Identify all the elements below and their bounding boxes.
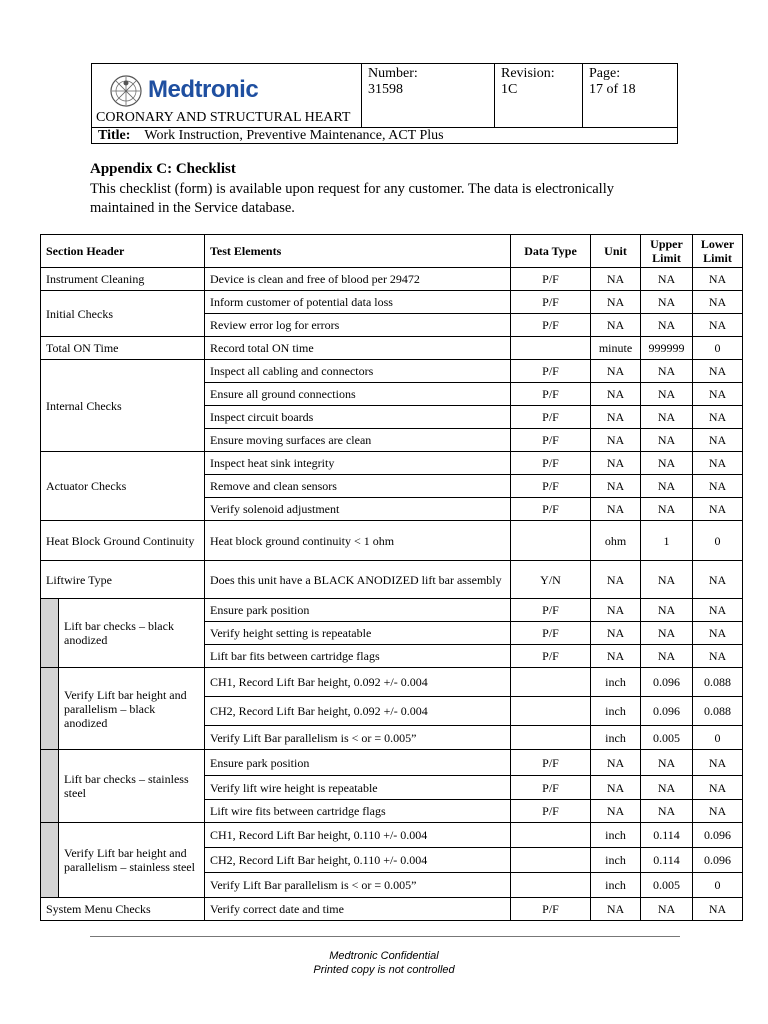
lower-limit: NA bbox=[693, 561, 743, 599]
data-type bbox=[511, 726, 591, 750]
upper-limit: NA bbox=[641, 383, 693, 406]
test-element: Remove and clean sensors bbox=[205, 475, 511, 498]
unit: ohm bbox=[591, 521, 641, 561]
upper-limit: NA bbox=[641, 314, 693, 337]
lower-limit: 0 bbox=[693, 873, 743, 898]
revision-label: Revision: bbox=[501, 66, 555, 81]
upper-limit: NA bbox=[641, 750, 693, 776]
data-type: P/F bbox=[511, 360, 591, 383]
test-element: Verify Lift Bar parallelism is < or = 0.005” bbox=[205, 873, 511, 898]
upper-limit: NA bbox=[641, 291, 693, 314]
logo-cell bbox=[92, 64, 362, 127]
title-row bbox=[92, 127, 677, 143]
lower-limit: NA bbox=[693, 800, 743, 823]
data-type bbox=[511, 668, 591, 697]
logo-wordmark: Medtronic bbox=[148, 76, 259, 103]
upper-limit: NA bbox=[641, 406, 693, 429]
data-type: P/F bbox=[511, 800, 591, 823]
test-element: Verify Lift Bar parallelism is < or = 0.005” bbox=[205, 726, 511, 750]
unit: NA bbox=[591, 406, 641, 429]
lower-limit: NA bbox=[693, 645, 743, 668]
table-row bbox=[41, 898, 743, 921]
unit: NA bbox=[591, 498, 641, 521]
test-element: Inspect heat sink integrity bbox=[205, 452, 511, 475]
medtronic-logo-icon bbox=[108, 74, 144, 108]
section-initial-checks: Initial Checks bbox=[41, 291, 205, 337]
upper-limit: 0.005 bbox=[641, 873, 693, 898]
indent-bar bbox=[41, 599, 59, 668]
section-total-on-time: Total ON Time bbox=[41, 337, 205, 360]
test-element: Verify lift wire height is repeatable bbox=[205, 776, 511, 800]
test-element: Inspect all cabling and connectors bbox=[205, 360, 511, 383]
header-test-elements: Test Elements bbox=[205, 235, 511, 268]
table-row bbox=[41, 337, 743, 360]
title-value: Work Instruction, Preventive Maintenance, ACT Plus bbox=[144, 128, 444, 143]
header-upper-limit: Upper Limit bbox=[641, 235, 693, 268]
upper-limit: NA bbox=[641, 800, 693, 823]
upper-limit: NA bbox=[641, 599, 693, 622]
lower-limit: 0.096 bbox=[693, 823, 743, 848]
test-element: Ensure park position bbox=[205, 750, 511, 776]
section-lift-black: Lift bar checks – black anodized bbox=[59, 599, 205, 668]
unit: NA bbox=[591, 452, 641, 475]
upper-limit: NA bbox=[641, 622, 693, 645]
unit: NA bbox=[591, 561, 641, 599]
test-element: Device is clean and free of blood per 29472 bbox=[205, 268, 511, 291]
test-element: Inspect circuit boards bbox=[205, 406, 511, 429]
upper-limit: NA bbox=[641, 898, 693, 921]
upper-limit: NA bbox=[641, 360, 693, 383]
unit: inch bbox=[591, 726, 641, 750]
test-element: CH1, Record Lift Bar height, 0.092 +/- 0.004 bbox=[205, 668, 511, 697]
data-type: P/F bbox=[511, 776, 591, 800]
data-type: P/F bbox=[511, 383, 591, 406]
data-type: P/F bbox=[511, 622, 591, 645]
data-type bbox=[511, 697, 591, 726]
page-label: Page: bbox=[589, 66, 621, 81]
lower-limit: NA bbox=[693, 898, 743, 921]
unit: NA bbox=[591, 645, 641, 668]
section-verify-black: Verify Lift bar height and parallelism – black anodized bbox=[59, 668, 205, 750]
data-type: P/F bbox=[511, 429, 591, 452]
lower-limit: NA bbox=[693, 406, 743, 429]
header-data-type: Data Type bbox=[511, 235, 591, 268]
upper-limit: 0.096 bbox=[641, 668, 693, 697]
test-element: Inform customer of potential data loss bbox=[205, 291, 511, 314]
test-element: Lift bar fits between cartridge flags bbox=[205, 645, 511, 668]
unit: NA bbox=[591, 360, 641, 383]
footer-not-controlled: Printed copy is not controlled bbox=[313, 964, 455, 976]
unit: NA bbox=[591, 622, 641, 645]
footer-divider bbox=[90, 936, 680, 937]
lower-limit: NA bbox=[693, 360, 743, 383]
data-type: Y/N bbox=[511, 561, 591, 599]
unit: inch bbox=[591, 697, 641, 726]
table-row bbox=[41, 521, 743, 561]
unit: inch bbox=[591, 873, 641, 898]
unit: inch bbox=[591, 668, 641, 697]
unit: NA bbox=[591, 429, 641, 452]
test-element: Verify correct date and time bbox=[205, 898, 511, 921]
upper-limit: NA bbox=[641, 452, 693, 475]
data-type: P/F bbox=[511, 898, 591, 921]
upper-limit: 0.114 bbox=[641, 823, 693, 848]
test-element: Does this unit have a BLACK ANODIZED lift bar assembly bbox=[205, 561, 511, 599]
unit: NA bbox=[591, 750, 641, 776]
test-element: Ensure all ground connections bbox=[205, 383, 511, 406]
unit: minute bbox=[591, 337, 641, 360]
lower-limit: NA bbox=[693, 776, 743, 800]
page-value: 17 of 18 bbox=[589, 82, 636, 97]
upper-limit: NA bbox=[641, 561, 693, 599]
lower-limit: NA bbox=[693, 383, 743, 406]
upper-limit: NA bbox=[641, 498, 693, 521]
test-element: Lift wire fits between cartridge flags bbox=[205, 800, 511, 823]
page-cell bbox=[583, 64, 677, 127]
header-section: Section Header bbox=[41, 235, 205, 268]
indent-bar bbox=[41, 668, 59, 750]
lower-limit: 0 bbox=[693, 726, 743, 750]
division-name: CORONARY AND STRUCTURAL HEART bbox=[96, 110, 351, 125]
upper-limit: 0.005 bbox=[641, 726, 693, 750]
revision-value: 1C bbox=[501, 82, 518, 97]
table-row bbox=[41, 291, 743, 314]
section-heat-block: Heat Block Ground Continuity bbox=[41, 521, 205, 561]
data-type: P/F bbox=[511, 475, 591, 498]
unit: NA bbox=[591, 599, 641, 622]
data-type: P/F bbox=[511, 750, 591, 776]
appendix-heading: Appendix C: Checklist bbox=[90, 161, 236, 177]
upper-limit: 0.114 bbox=[641, 848, 693, 873]
lower-limit: NA bbox=[693, 498, 743, 521]
table-row bbox=[41, 268, 743, 291]
upper-limit: NA bbox=[641, 645, 693, 668]
upper-limit: NA bbox=[641, 776, 693, 800]
number-value: 31598 bbox=[368, 82, 403, 97]
test-element: Ensure park position bbox=[205, 599, 511, 622]
data-type bbox=[511, 521, 591, 561]
test-element: Verify solenoid adjustment bbox=[205, 498, 511, 521]
section-actuator-checks: Actuator Checks bbox=[41, 452, 205, 521]
number-cell bbox=[362, 64, 495, 127]
footer-confidential: Medtronic Confidential bbox=[329, 950, 439, 962]
lower-limit: NA bbox=[693, 291, 743, 314]
appendix-intro: This checklist (form) is available upon request for any customer. The data is electronically maintained in the Service database. bbox=[90, 181, 614, 216]
lower-limit: NA bbox=[693, 429, 743, 452]
unit: NA bbox=[591, 268, 641, 291]
table-row bbox=[41, 668, 743, 697]
upper-limit: NA bbox=[641, 475, 693, 498]
test-element: Record total ON time bbox=[205, 337, 511, 360]
unit: NA bbox=[591, 475, 641, 498]
unit: NA bbox=[591, 800, 641, 823]
number-label: Number: bbox=[368, 66, 418, 81]
section-instrument-cleaning: Instrument Cleaning bbox=[41, 268, 205, 291]
lower-limit: NA bbox=[693, 268, 743, 291]
table-row bbox=[41, 750, 743, 776]
section-lift-steel: Lift bar checks – stainless steel bbox=[59, 750, 205, 823]
unit: NA bbox=[591, 776, 641, 800]
table-header-row bbox=[41, 235, 743, 268]
data-type bbox=[511, 823, 591, 848]
unit: inch bbox=[591, 848, 641, 873]
data-type: P/F bbox=[511, 645, 591, 668]
test-element: Verify height setting is repeatable bbox=[205, 622, 511, 645]
upper-limit: 999999 bbox=[641, 337, 693, 360]
table-row bbox=[41, 599, 743, 622]
unit: NA bbox=[591, 898, 641, 921]
lower-limit: 0.088 bbox=[693, 668, 743, 697]
lower-limit: 0 bbox=[693, 337, 743, 360]
unit: NA bbox=[591, 383, 641, 406]
upper-limit: 0.096 bbox=[641, 697, 693, 726]
lower-limit: 0 bbox=[693, 521, 743, 561]
data-type: P/F bbox=[511, 291, 591, 314]
lower-limit: 0.096 bbox=[693, 848, 743, 873]
lower-limit: NA bbox=[693, 599, 743, 622]
lower-limit: NA bbox=[693, 750, 743, 776]
test-element: CH2, Record Lift Bar height, 0.092 +/- 0.004 bbox=[205, 697, 511, 726]
upper-limit: NA bbox=[641, 268, 693, 291]
data-type: P/F bbox=[511, 452, 591, 475]
test-element: Review error log for errors bbox=[205, 314, 511, 337]
title-label: Title: bbox=[98, 128, 131, 143]
section-system-menu: System Menu Checks bbox=[41, 898, 205, 921]
lower-limit: NA bbox=[693, 314, 743, 337]
data-type: P/F bbox=[511, 498, 591, 521]
data-type: P/F bbox=[511, 314, 591, 337]
table-row bbox=[41, 360, 743, 383]
data-type bbox=[511, 848, 591, 873]
test-element: CH1, Record Lift Bar height, 0.110 +/- 0.004 bbox=[205, 823, 511, 848]
lower-limit: 0.088 bbox=[693, 697, 743, 726]
test-element: CH2, Record Lift Bar height, 0.110 +/- 0.004 bbox=[205, 848, 511, 873]
section-internal-checks: Internal Checks bbox=[41, 360, 205, 452]
section-liftwire-type: Liftwire Type bbox=[41, 561, 205, 599]
section-verify-steel: Verify Lift bar height and parallelism – stainless steel bbox=[59, 823, 205, 898]
data-type: P/F bbox=[511, 268, 591, 291]
data-type bbox=[511, 337, 591, 360]
test-element: Ensure moving surfaces are clean bbox=[205, 429, 511, 452]
checklist-table bbox=[40, 234, 743, 921]
upper-limit: 1 bbox=[641, 521, 693, 561]
unit: NA bbox=[591, 291, 641, 314]
table-row bbox=[41, 823, 743, 848]
lower-limit: NA bbox=[693, 475, 743, 498]
header-lower-limit: Lower Limit bbox=[693, 235, 743, 268]
upper-limit: NA bbox=[641, 429, 693, 452]
test-element: Heat block ground continuity < 1 ohm bbox=[205, 521, 511, 561]
unit: inch bbox=[591, 823, 641, 848]
unit: NA bbox=[591, 314, 641, 337]
document-header bbox=[91, 63, 678, 144]
indent-bar bbox=[41, 750, 59, 823]
indent-bar bbox=[41, 823, 59, 898]
table-row bbox=[41, 452, 743, 475]
header-unit: Unit bbox=[591, 235, 641, 268]
lower-limit: NA bbox=[693, 622, 743, 645]
table-row bbox=[41, 561, 743, 599]
data-type: P/F bbox=[511, 599, 591, 622]
revision-cell bbox=[495, 64, 583, 127]
data-type: P/F bbox=[511, 406, 591, 429]
data-type bbox=[511, 873, 591, 898]
lower-limit: NA bbox=[693, 452, 743, 475]
